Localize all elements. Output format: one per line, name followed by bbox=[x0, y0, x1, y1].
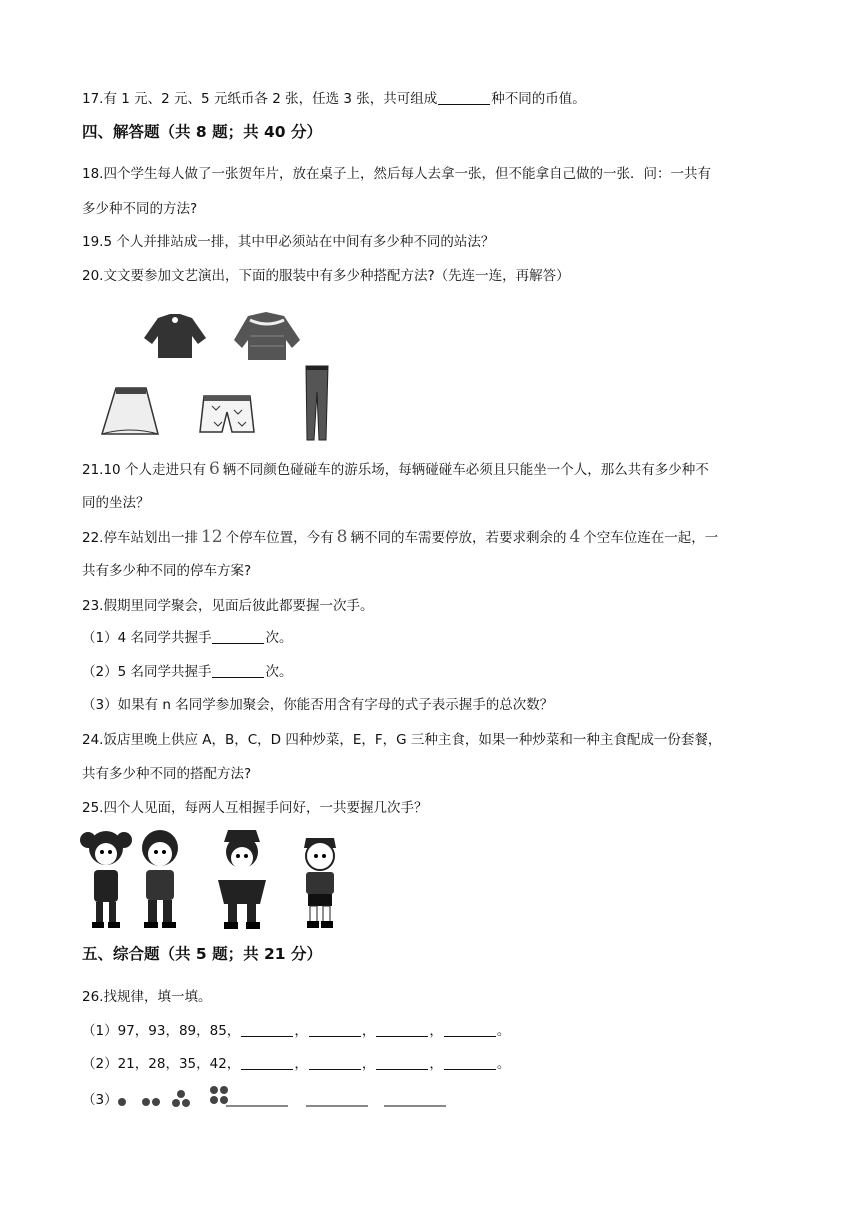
question-21-line1 bbox=[82, 459, 709, 480]
question-24-line2: 共有多少种不同的搭配方法? bbox=[82, 766, 252, 782]
section-4-heading: 四、解答题（共 8 题；共 40 分） bbox=[82, 123, 322, 141]
question-19: 19.5 个人并排站成一排，其中甲必须站在中间有多少种不同的站法？ bbox=[82, 234, 495, 250]
question-26-part3 bbox=[82, 1090, 118, 1110]
dot-icon bbox=[177, 1090, 185, 1098]
clothing-image bbox=[88, 306, 356, 446]
question-23: 23.假期里同学聚会，见面后彼此都要握一次手。 bbox=[82, 598, 374, 614]
q21-number: 6 bbox=[208, 459, 220, 479]
separator: ， bbox=[429, 1023, 443, 1039]
dot-icon bbox=[182, 1099, 190, 1107]
q22-text-3: 辆不同的车需要停放，若要求剩余的 bbox=[350, 530, 567, 546]
answer-blank[interactable] bbox=[444, 1022, 496, 1037]
answer-blank[interactable] bbox=[376, 1055, 428, 1070]
dot-icon bbox=[142, 1098, 150, 1106]
q26-p2-sequence: （2）21，28，35，42， bbox=[82, 1056, 241, 1072]
question-22-line2: 共有多少种不同的停车方案? bbox=[82, 563, 252, 579]
question-18-line1: 18.四个学生每人做了一张贺年片，放在桌子上，然后每人去拿一张，但不能拿自己做的一张．问：一共有 bbox=[82, 166, 711, 182]
answer-blank[interactable] bbox=[309, 1022, 361, 1037]
answer-blank[interactable] bbox=[241, 1055, 293, 1070]
dot-icon bbox=[152, 1098, 160, 1106]
separator: ， bbox=[294, 1056, 308, 1072]
q26-p3-label: （3） bbox=[82, 1092, 118, 1108]
question-25: 25.四个人见面，每两人互相握手问好，一共要握几次手？ bbox=[82, 800, 428, 816]
child-icon bbox=[80, 831, 132, 928]
question-23-part1 bbox=[82, 628, 292, 648]
q26-p1-sequence: （1）97，93，89，85， bbox=[82, 1023, 241, 1039]
question-18-line2: 多少种不同的方法? bbox=[82, 201, 198, 217]
dot-icon bbox=[172, 1099, 180, 1107]
q23-p2-end: 次。 bbox=[265, 664, 293, 680]
child-icon bbox=[142, 830, 178, 928]
separator: ， bbox=[429, 1056, 443, 1072]
question-26-part2 bbox=[82, 1054, 510, 1074]
answer-blank[interactable] bbox=[241, 1022, 293, 1037]
q22-text-2: 个停车位置，今有 bbox=[225, 530, 334, 546]
q22-text: 22.停车站划出一排 bbox=[82, 530, 198, 546]
blouse-icon bbox=[234, 312, 300, 360]
separator: ， bbox=[361, 1056, 376, 1072]
q22-text-4: 个空车位连在一起，一 bbox=[583, 530, 719, 546]
child-icon bbox=[218, 830, 266, 929]
dot-icon bbox=[210, 1096, 218, 1104]
dot-icon bbox=[220, 1086, 228, 1094]
q22-number-1: 12 bbox=[200, 527, 223, 547]
q17-text-end: 种不同的币值。 bbox=[491, 91, 586, 107]
period: 。 bbox=[496, 1056, 511, 1072]
q22-number-2: 8 bbox=[336, 527, 348, 547]
skirt-icon bbox=[102, 388, 158, 434]
question-26-part1 bbox=[82, 1021, 510, 1041]
q23-p1-text: （1）4 名同学共握手 bbox=[82, 630, 212, 646]
answer-blank[interactable] bbox=[212, 663, 264, 678]
children-image bbox=[80, 824, 360, 932]
question-22-line1 bbox=[82, 527, 718, 548]
q17-text: 17.有 1 元、2 元、5 元纸币各 2 张，任选 3 张，共可组成 bbox=[82, 91, 438, 107]
section-5-heading: 五、综合题（共 5 题；共 21 分） bbox=[82, 945, 322, 963]
child-icon bbox=[304, 838, 336, 928]
question-20: 20.文文要参加文艺演出，下面的服装中有多少种搭配方法?（先连一连，再解答） bbox=[82, 268, 570, 284]
q21-text-end: 辆不同颜色碰碰车的游乐场，每辆碰碰车必须且只能坐一个人，那么共有多少种不 bbox=[222, 462, 709, 478]
shorts-icon bbox=[200, 396, 254, 432]
dot-icon bbox=[220, 1096, 228, 1104]
dot-icon bbox=[118, 1098, 126, 1106]
answer-blank[interactable] bbox=[376, 1022, 428, 1037]
question-26: 26.找规律，填一填。 bbox=[82, 989, 212, 1005]
dot-icon bbox=[210, 1086, 218, 1094]
q23-p2-text: （2）5 名同学共握手 bbox=[82, 664, 212, 680]
question-17 bbox=[82, 89, 586, 109]
answer-blank[interactable] bbox=[438, 90, 490, 105]
q21-text: 21.10 个人走进只有 bbox=[82, 462, 206, 478]
answer-blank[interactable] bbox=[309, 1055, 361, 1070]
separator: ， bbox=[361, 1023, 376, 1039]
question-21-line2: 同的坐法？ bbox=[82, 495, 150, 511]
pants-icon bbox=[306, 366, 328, 440]
q22-number-3: 4 bbox=[569, 527, 581, 547]
dot-pattern bbox=[114, 1084, 454, 1110]
q23-p1-end: 次。 bbox=[265, 630, 293, 646]
question-23-part3: （3）如果有 n 名同学参加聚会，你能否用含有字母的式子表示握手的总次数？ bbox=[82, 697, 554, 713]
separator: ， bbox=[294, 1023, 308, 1039]
answer-blank[interactable] bbox=[444, 1055, 496, 1070]
answer-blank[interactable] bbox=[212, 629, 264, 644]
question-23-part2 bbox=[82, 662, 292, 682]
question-24-line1: 24.饭店里晚上供应 A，B，C，D 四种炒菜，E，F，G 三种主食，如果一种炒菜和一种主食配成一份套餐， bbox=[82, 732, 722, 748]
period: 。 bbox=[496, 1023, 511, 1039]
shirt-icon bbox=[144, 314, 206, 358]
